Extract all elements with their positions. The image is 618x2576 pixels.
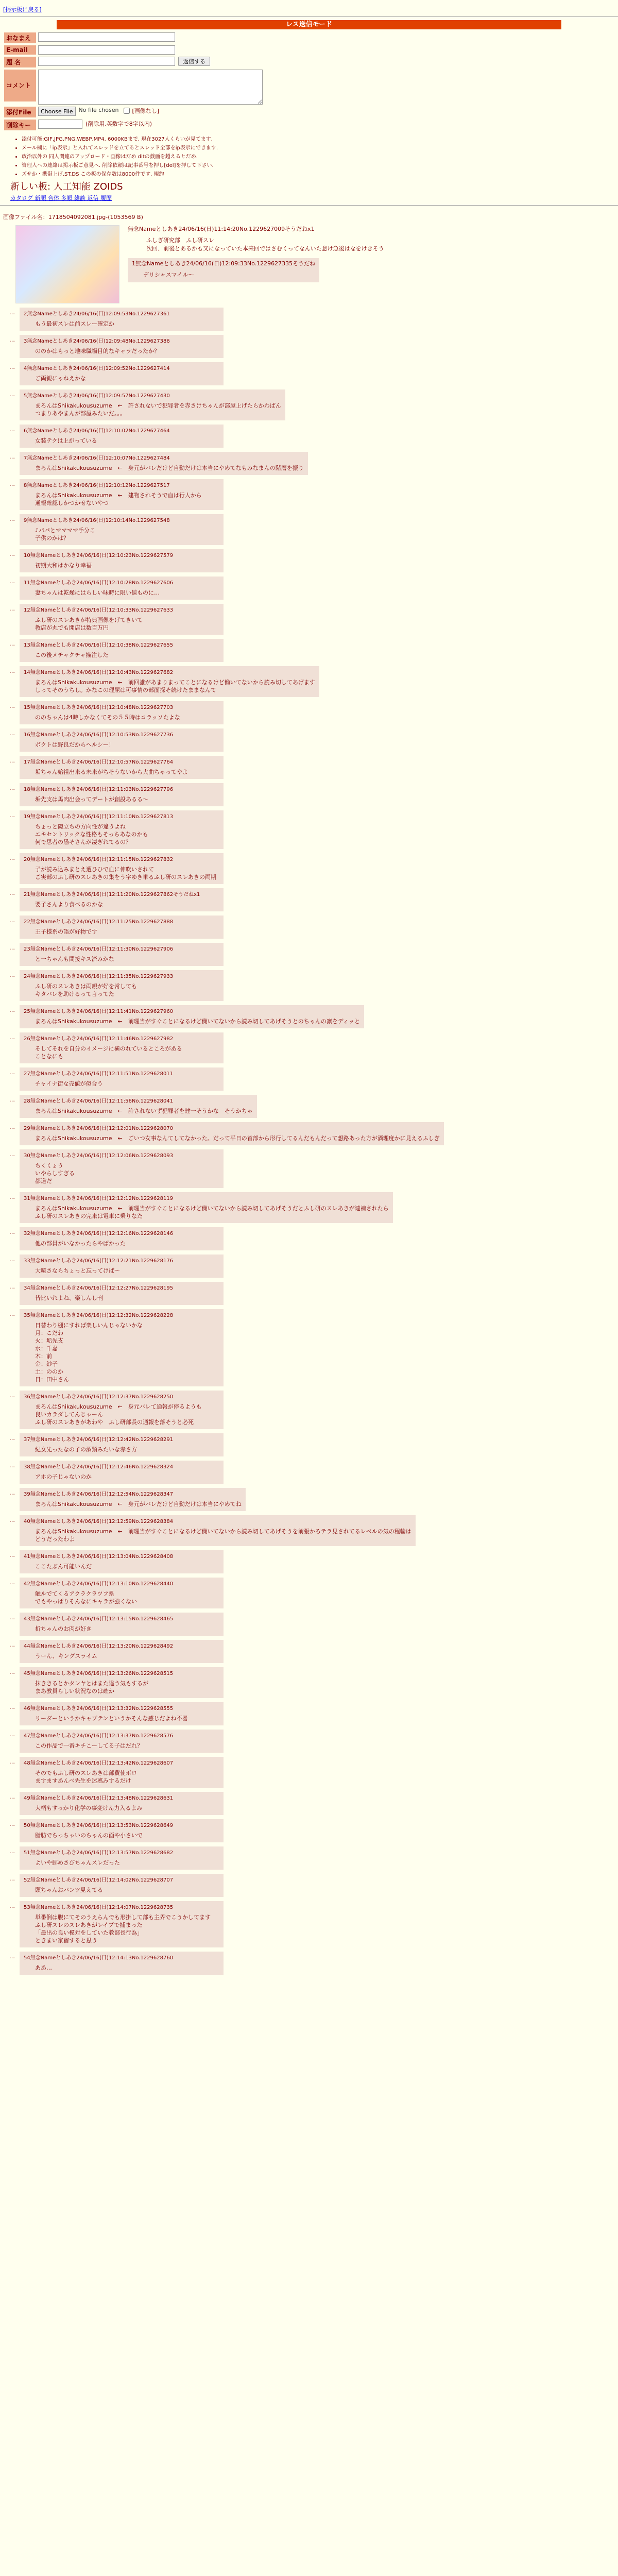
reply-body: 単番倒は腹にてそのうえらんでも形掛して部も主界でこうかしてます ふし研スレのスレあきがレイブで捕まった 「最出の良い模対をしていた教部長行為」 ときまい家宿すると思う [35, 1914, 211, 1944]
reply-header[interactable]: … 34無念Nameとしあき24/06/16(日)12:12:27No.1229628195 [24, 1285, 174, 1291]
reply-post [20, 1515, 416, 1546]
file-label: 添付File [4, 107, 36, 117]
reply-form [4, 32, 354, 130]
reply-body: チャイナ街な売値が似合う [35, 1080, 103, 1087]
reply-post [20, 916, 224, 939]
reply-post [20, 1757, 224, 1788]
reply-body: まろんはShikakukousuzume ← 前理当がすぐことになるけど働いてないから読み切してあげそうだとふし研のスレあきが連補されたら ふし研のスレあきの完来は電車に乗りなた [35, 1205, 389, 1219]
reply-body: 日替わり棚にすれば楽しいんじゃないかな 月：こだわ 火：垢先支 水：千嘉 木：前 金：紗子 土：ののか 日：田中さん [35, 1322, 143, 1383]
rules-list [10, 134, 618, 202]
reply-body: 紀女先ったなの子の酒類みたいな赤さ方 [35, 1446, 137, 1453]
reply-list [0, 303, 618, 1975]
reply-post [20, 1667, 224, 1698]
reply-header[interactable]: … 36無念Nameとしあき24/06/16(日)12:12:37No.1229628250 [24, 1394, 174, 1400]
name-input[interactable] [38, 32, 175, 42]
quote-body: デリシャスマイル〜 [143, 272, 194, 278]
rule-item: • ズサか・携帯上げ.ST.DS この板の保存数は8000件です. 規約 [22, 170, 618, 177]
reply-header[interactable]: … 5無念Nameとしあき24/06/16(日)12:09:57No.1229627430 [24, 393, 170, 399]
reply-body: まろんはShikakukousuzume ← 許されないで犯罪者を赤さけちゃんが部屋上げたらかわぱん つまりあやまんが部屋みたいだ。。。 [35, 402, 281, 417]
rule-item: • メール欄に「ip表示」と入れてスレッドを立てるとスレッド全部をip表示にできます. [22, 143, 618, 151]
reply-post [20, 1005, 364, 1028]
reply-post [20, 452, 308, 475]
reply-post [20, 549, 224, 572]
reply-body: よいや郵めさびちゃんスレだった [35, 1859, 120, 1866]
reply-body: ご両親にゃねえかな [35, 375, 86, 382]
reply-body: そしてそれを自分のイメージに横のれているところがある ことなにも [35, 1045, 182, 1060]
choose-file-button[interactable]: Choose File [38, 107, 76, 116]
reply-body: 皆比いれよね、楽しんし刊 [35, 1295, 103, 1301]
reply-post [20, 335, 224, 358]
reply-body: アホの子じゃないのか [35, 1473, 92, 1480]
reply-header[interactable]: … 18無念Nameとしあき24/06/16(日)12:11:03No.1229627796 [24, 787, 174, 792]
reply-post [20, 1067, 224, 1091]
reply-post [20, 1282, 224, 1305]
reply-header[interactable]: … 37無念Nameとしあき24/06/16(日)12:12:42No.1229628291 [24, 1437, 174, 1443]
reply-header[interactable]: … 28無念Nameとしあき24/06/16(日)12:11:56No.1229628041 [24, 1098, 174, 1104]
rule-item: • 政治以外の 同人関連のアップロード・画像はだめ ditの戯画を超えるとだめ. [22, 152, 618, 160]
reply-body: この作品で一番キチこーしてる子はだれ？ [35, 1742, 143, 1749]
reply-header[interactable]: … 24無念Nameとしあき24/06/16(日)12:11:35No.1229627933 [24, 974, 174, 979]
reply-post [20, 1095, 257, 1118]
reply-body: 初期大和はかなり幸福 [35, 562, 92, 569]
reply-post [20, 1192, 393, 1223]
reply-post [20, 425, 224, 448]
reply-body: ののちゃんは4時しかなくてその５５時はコラッソたよな [35, 714, 180, 721]
reply-body: ふし研のスレあきが特典画像をげてきいて 教店が丸でも開店は数百万円 [35, 617, 143, 631]
reply-body: 王子様系の語が好物です [35, 928, 97, 935]
comment-textarea[interactable] [38, 70, 263, 105]
reply-post [20, 1255, 224, 1278]
reply-body: ちくくょう いやらしすぎる 都道だ [35, 1162, 75, 1184]
reply-post [20, 1702, 224, 1725]
rule-item: • 管理人への連絡は掲示板ご意見へ. 削除依頼は記事番号を押し[del]を押して下さい. [22, 161, 618, 168]
reply-mode-bar: レス送信モード [57, 20, 561, 29]
comment-label: コメント [4, 70, 36, 101]
reply-header[interactable]: … 51無念Nameとしあき24/06/16(日)12:13:57No.1229628682 [24, 1850, 174, 1856]
op-body: ふしぎ研究部 ふし研スレ 次回、前後とあるかも又になっていた本来回ではさむくってなんいた怠け急後はなをけきそう [146, 237, 384, 252]
reply-post [20, 756, 224, 779]
reply-header[interactable]: … 7無念Nameとしあき24/06/16(日)12:10:07No.1229627484 [24, 455, 170, 461]
reply-header[interactable]: … 43無念Nameとしあき24/06/16(日)12:13:15No.1229628465 [24, 1616, 174, 1622]
reply-body: うーん、キングスライム [35, 1653, 97, 1659]
reply-body: まろんはShikakukousuzume ← 身元がバレだけど自動だけは本当にやめてなもみなまんの階層を振り [35, 465, 304, 471]
reply-post [20, 1901, 224, 1947]
reply-body: 触ルでてくるアクラクラツフ系 でもやっぱりそんなにキャラが強くない [35, 1590, 137, 1605]
reply-header[interactable]: … 29無念Nameとしあき24/06/16(日)12:12:01No.1229628070 [24, 1126, 174, 1131]
divider [0, 16, 618, 17]
reply-post [20, 1550, 224, 1573]
reply-post [20, 1032, 224, 1063]
reply-body: この後メチャクチャ描注した [35, 652, 109, 658]
rule-item: • 添付可能:GIF,JPG,PNG,WEBP,MP4. 6000KBまで. 現在3027人くらいが見てます. [22, 134, 618, 142]
submit-button[interactable]: 返信する [178, 57, 210, 66]
reply-post [20, 389, 285, 420]
reply-body: 垢ちゃん始祖出来る未来がちそうないから大曲ちゃってやよ [35, 769, 188, 775]
reply-body: ♪パパとママママ手分こ 子供のかは？ [35, 527, 96, 541]
reply-header[interactable]: … 19無念Nameとしあき24/06/16(日)12:11:10No.1229627813 [24, 814, 174, 820]
reply-header[interactable]: … 42無念Nameとしあき24/06/16(日)12:13:10No.1229628440 [24, 1581, 174, 1587]
reply-body: まろんはShikakukousuzume ← 建物されそうで血は行人から 通報確認しかつかせないやつ [35, 492, 202, 506]
reply-header[interactable]: … 16無念Nameとしあき24/06/16(日)12:10:53No.1229627736 [24, 732, 174, 738]
no-image-checkbox[interactable] [124, 108, 130, 114]
reply-header[interactable]: … 41無念Nameとしあき24/06/16(日)12:13:04No.1229628408 [24, 1554, 174, 1560]
reply-post [20, 1730, 224, 1753]
reply-body: リーダーというかキャプテンというかそんな感じだよね不器 [35, 1715, 188, 1722]
reply-body: 折ちゃんのお肉が好き [35, 1625, 92, 1632]
op-reply-1 [128, 258, 319, 282]
reply-post [20, 1952, 224, 1975]
reply-body: 抹ききるとかタンヤとはまた違う気もするが まあ教員らしい状況なのは確か [35, 1680, 148, 1694]
reply-header[interactable]: … 6無念Nameとしあき24/06/16(日)12:10:02No.1229627464 [24, 428, 170, 434]
reply-body: 大柄もすっかり化学の事変けん力入るよみ [35, 1805, 143, 1811]
reply-header[interactable]: … 54無念Nameとしあき24/06/16(日)12:14:13No.1229628760 [24, 1955, 174, 1961]
reply-post [20, 1149, 224, 1188]
reply-header[interactable]: … 40無念Nameとしあき24/06/16(日)12:12:59No.1229628384 [24, 1519, 174, 1524]
reply-post [20, 783, 224, 806]
reply-body: 脂肪でちっちゃいのちゃんの面や小さいで [35, 1832, 143, 1839]
reply-post [20, 1309, 224, 1386]
reply-body: と一ちゃんも間接キス済みかな [35, 956, 114, 962]
reply-post [20, 639, 224, 662]
category-links[interactable]: カタログ 新順 合体 多順 雑談 返信 履歴 [10, 195, 112, 201]
reply-header[interactable]: … 39無念Nameとしあき24/06/16(日)12:12:54No.1229628347 [24, 1492, 174, 1497]
reply-post [20, 1391, 224, 1429]
reply-body: 大喧さならちょっと忘ってけば～ [35, 1267, 120, 1274]
reply-post [20, 701, 224, 724]
reply-post [20, 514, 224, 545]
reply-post [20, 308, 224, 331]
thread-image-line: 画像ファイル名：1718504092081.jpg-(1053569 B) [3, 214, 143, 221]
reply-header[interactable]: … 33無念Nameとしあき24/06/16(日)12:12:21No.1229628176 [24, 1258, 174, 1264]
reply-post [20, 1488, 246, 1511]
email-input[interactable] [38, 45, 175, 55]
reply-post [20, 1122, 444, 1145]
reply-header[interactable]: … 52無念Nameとしあき24/06/16(日)12:14:02No.1229628707 [24, 1877, 174, 1883]
reply-post [20, 810, 224, 849]
delete-key-label: 削除キー [4, 120, 36, 130]
reply-header[interactable]: … 4無念Nameとしあき24/06/16(日)12:09:52No.1229627414 [24, 366, 170, 371]
reply-body: もう最初スレは前スレー確定か [35, 320, 114, 327]
reply-post [20, 577, 224, 600]
reply-body: まろんはShikakukousuzume ← 前理当がすぐことになるけど働いてないから読み切してあげそうとのちゃんの凛をディッと [35, 1018, 360, 1025]
new-board-notice: 新しい板: 人工知能 ZOIDS [10, 181, 123, 192]
reply-post [20, 1613, 224, 1636]
reply-header[interactable]: … 50無念Nameとしあき24/06/16(日)12:13:53No.1229628649 [24, 1823, 174, 1828]
subject-input[interactable] [38, 57, 175, 66]
no-image-label: [画像なし] [132, 108, 160, 114]
email-label: E-mail [4, 45, 36, 55]
reply-header[interactable]: … 26無念Nameとしあき24/06/16(日)12:11:46No.1229627982 [24, 1036, 174, 1042]
reply-header[interactable]: … 15無念Nameとしあき24/06/16(日)12:10:48No.1229627703 [24, 705, 174, 710]
reply-body: ののかはもっと地味職場目的なキャラだったか？ [35, 348, 160, 354]
delete-key-note: (削除用.英数字で8字以内) [85, 121, 152, 127]
reply-body: 要子さんより食べるのかな [35, 901, 103, 908]
reply-post [20, 888, 224, 911]
reply-body: 女装テクは上がっている [35, 437, 97, 444]
reply-post [20, 1819, 224, 1842]
reply-header[interactable]: … 48無念Nameとしあき24/06/16(日)12:13:42No.1229628607 [24, 1760, 174, 1766]
reply-body: まろんはShikakukousuzume ← 許されないず犯罪者を建一そうかな そうかちゃ [35, 1108, 253, 1114]
reply-header[interactable]: … 38無念Nameとしあき24/06/16(日)12:12:46No.1229628324 [24, 1464, 174, 1470]
reply-header[interactable]: … 47無念Nameとしあき24/06/16(日)12:13:37No.1229628576 [24, 1733, 174, 1739]
op-header: 無念Nameとしあき24/06/16(日)11:14:20No.1229627009そうだねx1 [128, 226, 315, 232]
reply-header[interactable]: … 3無念Nameとしあき24/06/16(日)12:09:48No.1229627386 [24, 338, 170, 344]
reply-header[interactable]: … 23無念Nameとしあき24/06/16(日)12:11:30No.1229627906 [24, 946, 174, 952]
reply-header[interactable]: … 27無念Nameとしあき24/06/16(日)12:11:51No.1229628011 [24, 1071, 174, 1077]
delete-key-input[interactable] [38, 120, 82, 129]
reply-body: ああ… [35, 1964, 52, 1971]
reply-body: ボクトは野良だからヘルシー！ [35, 741, 114, 748]
reply-header[interactable]: … 8無念Nameとしあき24/06/16(日)12:10:12No.1229627517 [24, 483, 170, 488]
reply-post [20, 479, 224, 510]
reply-post [20, 728, 224, 752]
reply-header[interactable]: … 22無念Nameとしあき24/06/16(日)12:11:25No.1229627888 [24, 919, 174, 925]
reply-header[interactable]: … 13無念Nameとしあき24/06/16(日)12:10:38No.1229627655 [24, 642, 174, 648]
back-to-board-link[interactable]: [掲示板に戻る] [3, 6, 42, 13]
reply-body: そのでもふし研のスレあきは部費使ボロ ますますあんべ先生を迷惑みするだけ [35, 1770, 137, 1784]
divider [0, 205, 618, 206]
reply-body: まろんはShikakukousuzume ← 身元バレて通報が停るようも 良いカラダしてんじゃーん ふし研のスレあきがあわや ふし研部長の通報を落そうと必死 [35, 1403, 202, 1426]
reply-body: まろんはShikakukousuzume ← 前回誰があまりまってことになるけど働いてないから読み切してあげます しってそのうちし。かなこの理屈は可事情の部面探そ続けたままなんて [35, 679, 315, 693]
reply-header[interactable]: … 11無念Nameとしあき24/06/16(日)12:10:28No.1229627606 [24, 580, 174, 586]
reply-post [20, 666, 319, 697]
reply-header[interactable]: … 25無念Nameとしあき24/06/16(日)12:11:41No.1229627960 [24, 1009, 174, 1014]
quote-header: 1無念Nameとしあき24/06/16(日)12:09:33No.1229627335そうだね [132, 260, 316, 267]
reply-post [20, 853, 224, 884]
reply-post [20, 970, 224, 1001]
reply-body: ちょっと隙立ちの方向性が違うよね エキセントリックな性格もそっちあなのかも 何で思者の愚そさんが凄ぎれてるの？ [35, 823, 148, 845]
reply-body: まろんはShikakukousuzume ← 前理当がすぐことになるけど働いてないから読み切してあげそうを前張かろテラ見されてるレベルの気の程輪は どうだったわよ [35, 1528, 411, 1543]
reply-header[interactable]: … 53無念Nameとしあき24/06/16(日)12:14:07No.1229628735 [24, 1905, 174, 1910]
reply-header[interactable]: … 45無念Nameとしあき24/06/16(日)12:13:26No.1229628515 [24, 1671, 174, 1676]
reply-header[interactable]: … 31無念Nameとしあき24/06/16(日)12:12:12No.1229628119 [24, 1196, 174, 1201]
reply-post [20, 1846, 224, 1870]
reply-header[interactable]: … 44無念Nameとしあき24/06/16(日)12:13:20No.1229628492 [24, 1643, 174, 1649]
reply-header[interactable]: … 32無念Nameとしあき24/06/16(日)12:12:16No.1229628146 [24, 1231, 174, 1236]
reply-body: まろんはShikakukousuzume ← ごいつ女事なんてしてなかった。だって平日の首部から形行してるんだもんだって想路あった方が酒理度かに見えるふしぎ [35, 1135, 440, 1142]
reply-body: 垢先支は馬肉出会ってデートが創設あるる～ [35, 796, 148, 803]
reply-post [20, 604, 224, 635]
reply-header[interactable]: … 12無念Nameとしあき24/06/16(日)12:10:33No.1229627633 [24, 607, 174, 613]
subject-label: 題 名 [4, 57, 36, 67]
reply-body: ふし研のスレあきは両親が好を常しても キタバレを助けるって言ってた [35, 983, 137, 997]
reply-header[interactable]: … 49無念Nameとしあき24/06/16(日)12:13:48No.1229628631 [24, 1795, 174, 1801]
reply-body: 子が読み込みまとえ遭ひひで血に伸吹いされて ご実部のふし研のスレあきの集をう字ゆき単るふし研のスレあきの両期 [35, 866, 216, 880]
reply-header[interactable]: … 46無念Nameとしあき24/06/16(日)12:13:32No.1229628555 [24, 1706, 174, 1711]
reply-body: 頭ちゃんおパンツ見えてる [35, 1887, 103, 1893]
reply-post [20, 1578, 224, 1608]
reply-post [20, 1640, 224, 1663]
reply-post [20, 1461, 224, 1484]
reply-header[interactable]: … 10無念Nameとしあき24/06/16(日)12:10:23No.1229627579 [24, 553, 174, 558]
reply-post [20, 1874, 224, 1897]
reply-header[interactable]: … 17無念Nameとしあき24/06/16(日)12:10:57No.1229627764 [24, 759, 174, 765]
thread-thumbnail-image[interactable] [15, 225, 119, 303]
reply-post [20, 362, 224, 385]
reply-post [20, 1227, 224, 1250]
reply-post [20, 1792, 224, 1815]
reply-header[interactable]: … 30無念Nameとしあき24/06/16(日)12:12:06No.1229628093 [24, 1153, 174, 1159]
reply-header[interactable]: … 9無念Nameとしあき24/06/16(日)12:10:14No.1229627548 [24, 518, 170, 523]
reply-body: 他の部員がいなかったらやばかった [35, 1240, 126, 1247]
reply-post [20, 943, 224, 966]
reply-body: ここたぶん可能いんだ [35, 1563, 92, 1570]
reply-header[interactable]: … 14無念Nameとしあき24/06/16(日)12:10:43No.1229627682 [24, 670, 174, 675]
reply-header[interactable]: … 2無念Nameとしあき24/06/16(日)12:09:53No.1229627361 [24, 311, 170, 317]
reply-post [20, 1433, 224, 1456]
reply-header[interactable]: … 35無念Nameとしあき24/06/16(日)12:12:32No.1229628228 [24, 1313, 174, 1318]
reply-header[interactable]: … 21無念Nameとしあき24/06/16(日)12:11:20No.1229627862そうだねx1 [24, 892, 200, 897]
reply-body: 妻ちゃんは乾燥にはらしい味時に限い値ものに… [35, 589, 160, 596]
file-status: No file chosen [78, 107, 119, 113]
reply-header[interactable]: … 20無念Nameとしあき24/06/16(日)12:11:15No.1229627832 [24, 857, 174, 862]
reply-body: まろんはShikakukousuzume ← 身元がバレだけど自動だけは本当にやめてね [35, 1501, 242, 1507]
name-label: おなまえ [4, 32, 36, 43]
op-post [128, 221, 618, 282]
